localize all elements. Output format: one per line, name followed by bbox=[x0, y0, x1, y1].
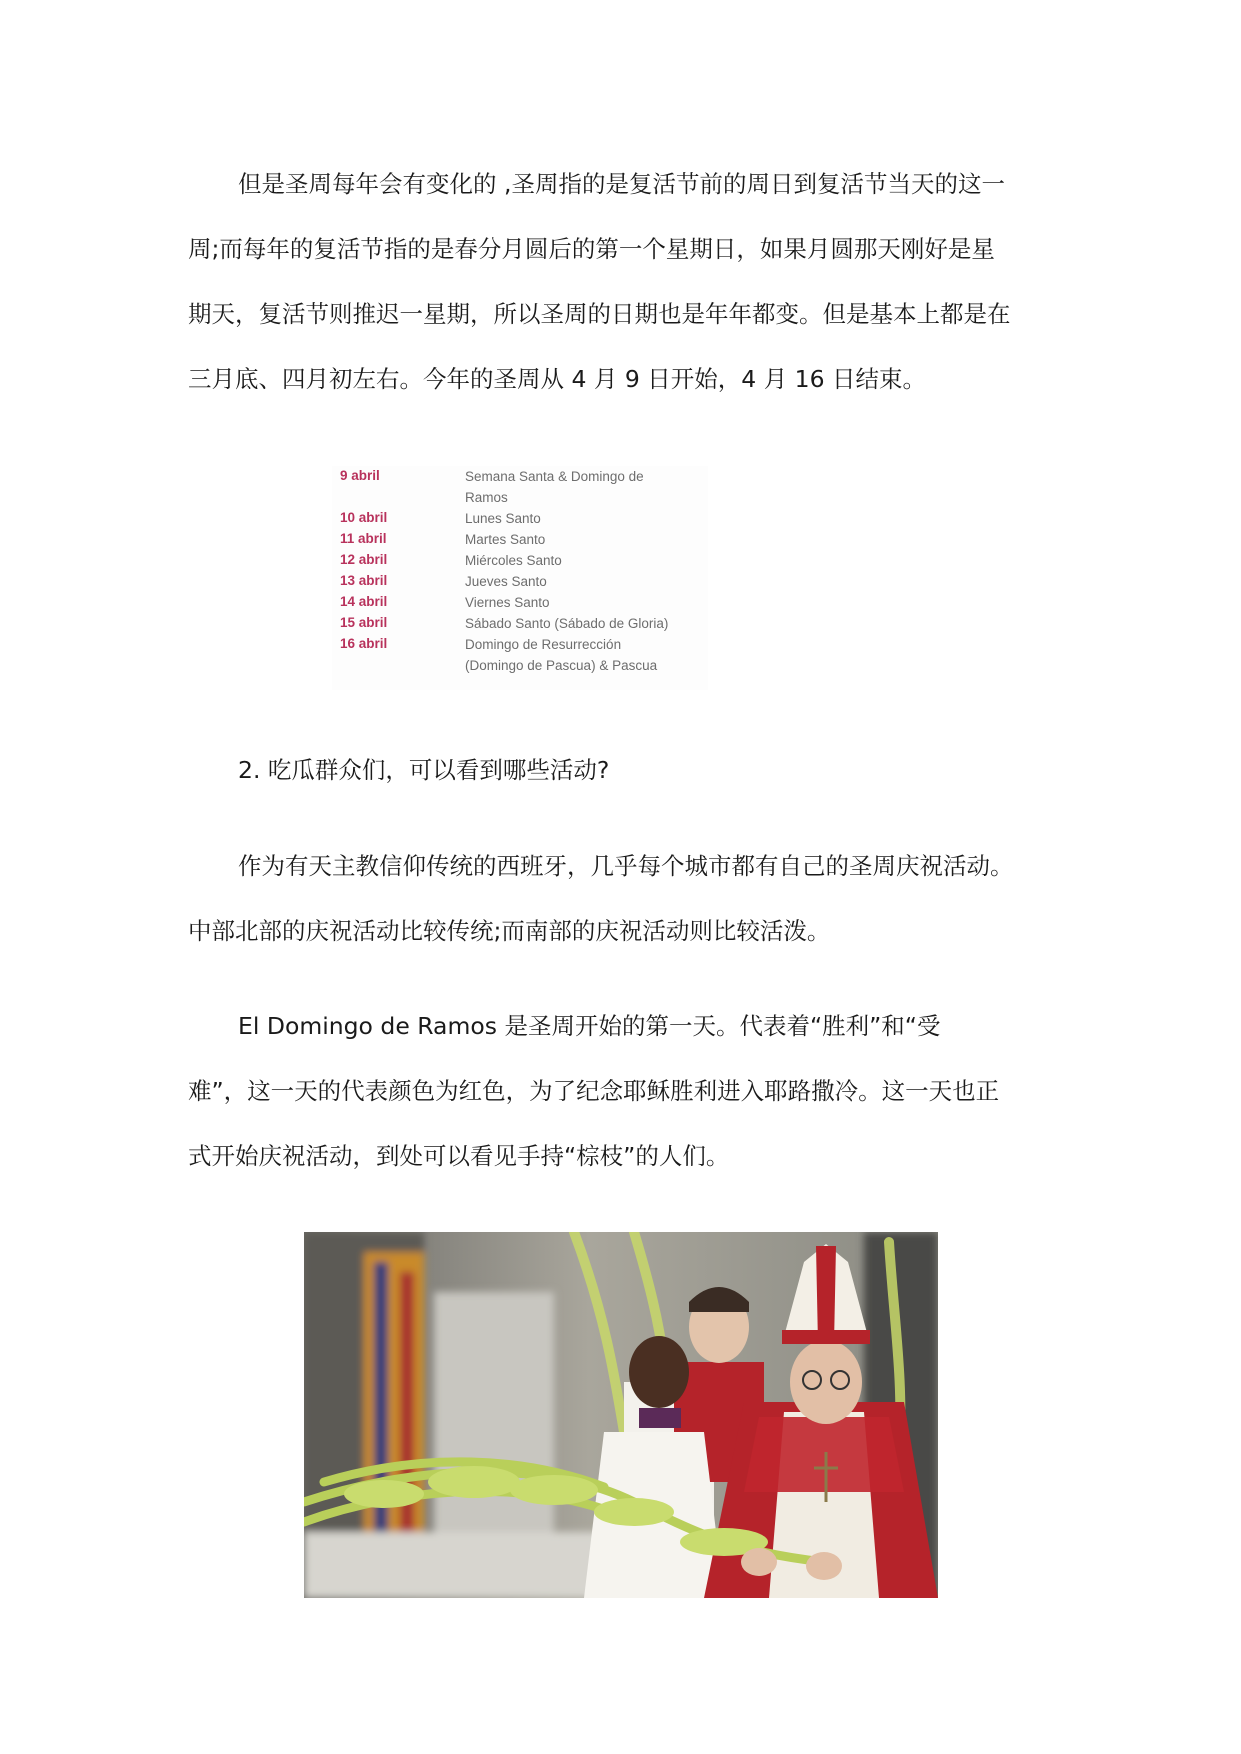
text-line: 式开始庆祝活动，到处可以看见手持“棕枝”的人们。 bbox=[188, 1142, 730, 1170]
text-line: 周;而每年的复活节指的是春分月圆后的第一个星期日，如果月圆那天刚好是星 bbox=[188, 235, 995, 263]
schedule-row bbox=[332, 529, 708, 550]
schedule-row bbox=[332, 466, 708, 508]
schedule-row bbox=[332, 634, 708, 676]
schedule-row bbox=[332, 571, 708, 592]
heading-text: 2. 吃瓜群众们，可以看到哪些活动? bbox=[238, 756, 610, 784]
text-line: 作为有天主教信仰传统的西班牙，几乎每个城市都有自己的圣周庆祝活动。 bbox=[238, 852, 1014, 880]
paragraph-palm-sunday bbox=[188, 994, 1068, 1189]
schedule-date: 14 abril bbox=[340, 594, 388, 609]
schedule-desc bbox=[465, 466, 705, 508]
schedule-desc: Sábado Santo (Sábado de Gloria) bbox=[465, 616, 669, 631]
schedule-date: 15 abril bbox=[340, 615, 388, 630]
schedule-row bbox=[332, 613, 708, 634]
schedule-row bbox=[332, 508, 708, 529]
schedule-date: 13 abril bbox=[340, 573, 388, 588]
schedule-desc: Martes Santo bbox=[465, 532, 546, 547]
text-line: 期天，复活节则推迟一星期，所以圣周的日期也是年年都变。但是基本上都是在 bbox=[188, 300, 1011, 328]
text-line: 三月底、四月初左右。今年的圣周从 4 月 9 日开始，4 月 16 日结束。 bbox=[188, 365, 927, 393]
text-line: 中部北部的庆祝活动比较传统;而南部的庆祝活动则比较活泼。 bbox=[188, 917, 831, 945]
schedule-desc: Viernes Santo bbox=[465, 595, 550, 610]
holy-week-schedule-image bbox=[332, 466, 708, 690]
schedule-date: 9 abril bbox=[340, 468, 380, 483]
photo-illustration bbox=[304, 1232, 938, 1598]
schedule-desc: Miércoles Santo bbox=[465, 553, 562, 568]
text-line: 但是圣周每年会有变化的 ,圣周指的是复活节前的周日到复活节当天的这一 bbox=[238, 170, 1005, 198]
schedule-desc: Jueves Santo bbox=[465, 574, 547, 589]
schedule-desc bbox=[465, 634, 705, 676]
section-heading bbox=[188, 738, 1068, 803]
palm-sunday-procession-photo bbox=[304, 1232, 938, 1598]
schedule-desc-line: Semana Santa & Domingo de bbox=[465, 469, 644, 484]
schedule-row bbox=[332, 592, 708, 613]
text-line: El Domingo de Ramos 是圣周开始的第一天。代表着“胜利”和“受 bbox=[238, 1012, 941, 1040]
schedule-date: 11 abril bbox=[340, 531, 387, 546]
schedule-date: 16 abril bbox=[340, 636, 388, 651]
schedule-date: 12 abril bbox=[340, 552, 388, 567]
text-line: 难”，这一天的代表颜色为红色，为了纪念耶稣胜利进入耶路撒冷。这一天也正 bbox=[188, 1077, 1000, 1105]
schedule-date: 10 abril bbox=[340, 510, 388, 525]
schedule-row bbox=[332, 550, 708, 571]
schedule-desc-line: Ramos bbox=[465, 490, 508, 505]
schedule-desc: Lunes Santo bbox=[465, 511, 541, 526]
schedule-desc-line: (Domingo de Pascua) & Pascua bbox=[465, 658, 658, 673]
schedule-desc-line: Domingo de Resurrección bbox=[465, 637, 622, 652]
paragraph-spain-celebrations bbox=[188, 834, 1068, 964]
paragraph-holy-week-dates bbox=[188, 152, 1068, 412]
